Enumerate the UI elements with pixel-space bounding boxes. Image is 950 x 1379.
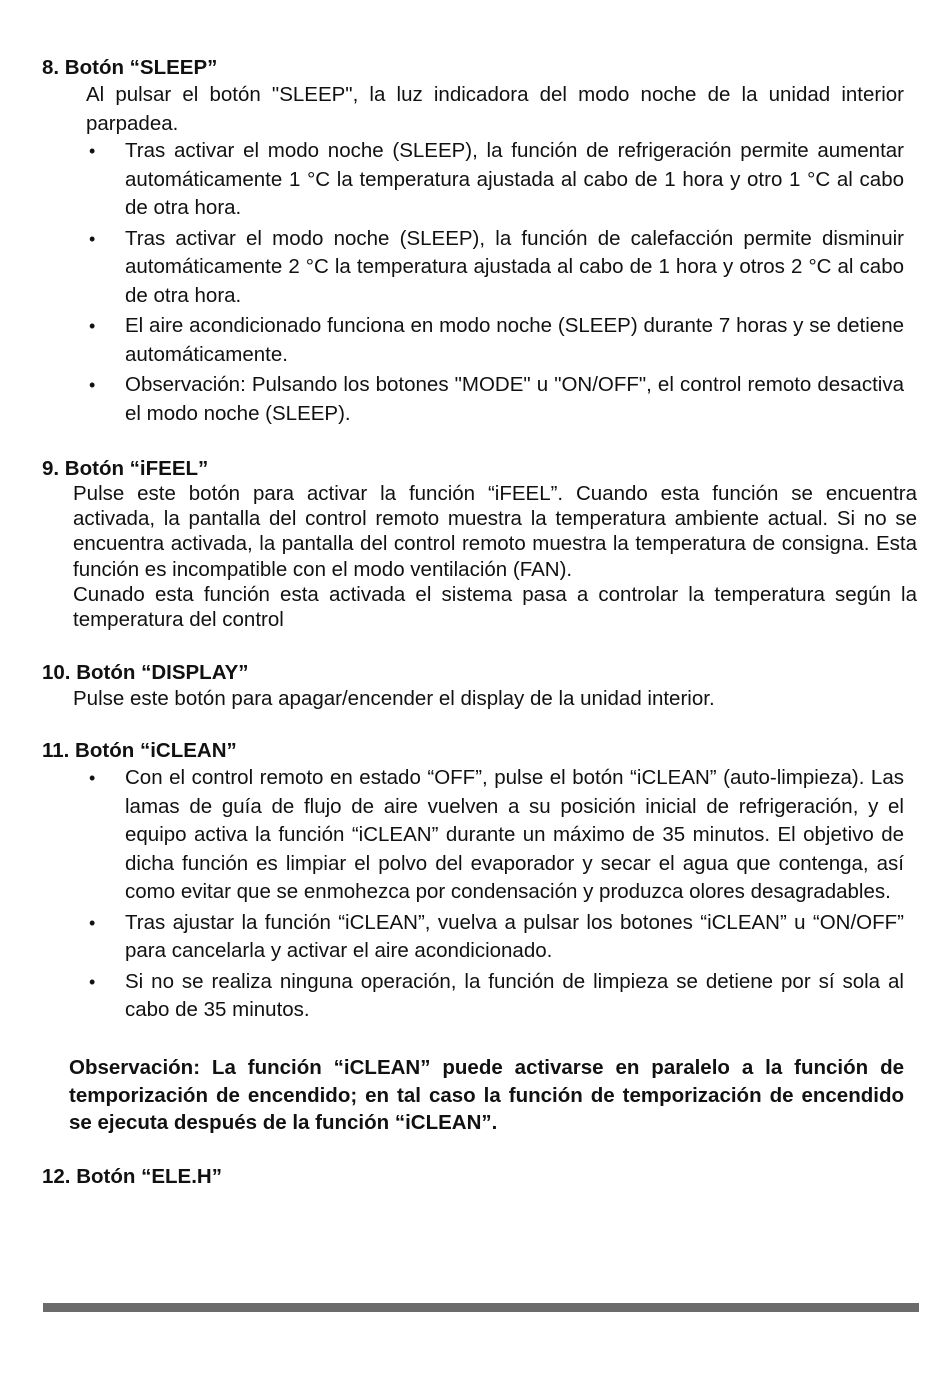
sleep-intro: Al pulsar el botón "SLEEP", la luz indicadora del modo noche de la unidad interior parpadea. xyxy=(86,83,904,135)
iclean-bullet-list xyxy=(86,764,904,1027)
iclean-note: Observación: La función “iCLEAN” puede activarse en paralelo a la función de temporización de encendido; en tal caso la función de temporización de encendido se ejecuta después de la función “iCLEAN”. xyxy=(69,1056,904,1134)
list-item: • El aire acondicionado funciona en modo noche (SLEEP) durante 7 horas y se detiene automáticamente. xyxy=(86,312,904,369)
section-heading-ifeel: 9. Botón “iFEEL” xyxy=(42,457,209,480)
list-item: • Con el control remoto en estado “OFF”, pulse el botón “iCLEAN” (auto-limpieza). Las lamas de guía de flujo de aire vuelven a su posición inicial de refrigeración, y el equipo activa la función “iCLEAN” durante un máximo de 35 minutos. El objetivo de dicha función es limpiar el polvo del evaporador y secar el agua que contenga, así como evitar que se enmohezca por condensación y produzca olores desagradables. xyxy=(86,764,904,907)
section-heading-display: 10. Botón “DISPLAY” xyxy=(42,661,249,684)
display-paragraph: Pulse este botón para apagar/encender el display de la unidad interior. xyxy=(73,687,715,710)
list-item: • Si no se realiza ninguna operación, la función de limpieza se detiene por sí sola al cabo de 35 minutos. xyxy=(86,968,904,1025)
ifeel-paragraph-2: Cunado esta función esta activada el sistema pasa a controlar la temperatura según la temperatura del control xyxy=(73,583,917,632)
section-heading-sleep: 8. Botón “SLEEP” xyxy=(42,56,218,79)
list-item: • Tras activar el modo noche (SLEEP), la función de calefacción permite disminuir automáticamente 2 °C la temperatura ajustada al cabo de 1 hora y otros 2 °C al cabo de otra hora. xyxy=(86,225,904,311)
sleep-bullet-list xyxy=(86,137,904,430)
section-heading-eleh: 12. Botón “ELE.H” xyxy=(42,1165,222,1188)
list-item: • Observación: Pulsando los botones "MODE" u "ON/OFF", el control remoto desactiva el modo noche (SLEEP). xyxy=(86,371,904,428)
footer-divider xyxy=(43,1303,919,1312)
list-item: • Tras ajustar la función “iCLEAN”, vuelva a pulsar los botones “iCLEAN” u “ON/OFF” para cancelarla y activar el aire acondicionado. xyxy=(86,909,904,966)
list-item: • Tras activar el modo noche (SLEEP), la función de refrigeración permite aumentar automáticamente 1 °C la temperatura ajustada al cabo de 1 hora y otro 1 °C al cabo de otra hora. xyxy=(86,137,904,223)
ifeel-paragraph: Pulse este botón para activar la función “iFEEL”. Cuando esta función se encuentra activada, la pantalla del control remoto muestra la temperatura ambiente actual. Si no se encuentra activada, la pantalla del control remoto muestra la temperatura de consigna. Esta función es incompatible con el modo ventilación (FAN). xyxy=(73,482,917,581)
section-heading-iclean: 11. Botón “iCLEAN” xyxy=(42,739,237,762)
